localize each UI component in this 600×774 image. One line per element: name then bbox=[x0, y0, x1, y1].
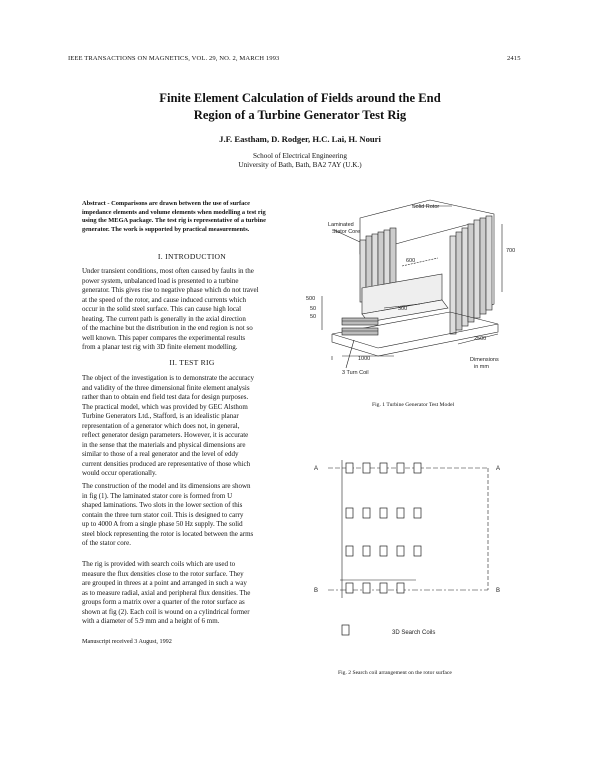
test-rig-paragraph-2 bbox=[82, 482, 302, 549]
search-coil bbox=[397, 508, 404, 518]
legend-coil-symbol bbox=[342, 625, 349, 635]
dim-600: 600 bbox=[406, 258, 416, 264]
affiliation-line-1: School of Electrical Engineering bbox=[252, 152, 347, 160]
section-label-b-right: B bbox=[496, 588, 501, 594]
label-solid-rotor: Solid Rotor bbox=[412, 204, 440, 210]
figure-2-search-coil-arrangement bbox=[306, 420, 526, 660]
label-3-turn-coil: 3 Turn Coil bbox=[342, 370, 369, 376]
label-in-mm: in mm bbox=[474, 364, 489, 370]
abstract-line: using the MEGA package. The test rig is representative of a turbine bbox=[82, 217, 266, 225]
abstract bbox=[82, 200, 302, 234]
section-label-b-left: B bbox=[314, 588, 319, 594]
page-number: 2415 bbox=[507, 55, 521, 62]
footnote: Manuscript received 3 August, 1992 bbox=[82, 638, 172, 645]
label-stator-core: Stator Core bbox=[332, 229, 361, 235]
search-coil bbox=[346, 546, 353, 556]
authors: J.F. Eastham, D. Rodger, H.C. Lai, H. Nouri bbox=[219, 134, 381, 144]
text-line: current densities produced are representative of those which bbox=[82, 459, 251, 468]
text-line: The rig is provided with search coils which are used to bbox=[82, 560, 236, 568]
figure-2-caption: Fig. 2 Search coil arrangement on the rotor surface bbox=[338, 670, 452, 676]
dim-500: 500 bbox=[306, 296, 316, 302]
abstract-line: generator. The work is supported by practical measurements. bbox=[82, 225, 250, 233]
search-coil bbox=[380, 508, 387, 518]
search-coil bbox=[363, 583, 370, 593]
dim-700: 700 bbox=[506, 248, 516, 254]
text-line: shaped laminations. Two slots in the lower section of this bbox=[82, 501, 243, 509]
text-line: up to 4000 A from a single phase 50 Hz supply. The solid bbox=[82, 520, 243, 528]
search-coil bbox=[414, 546, 421, 556]
text-line: heating. The current path is generally in the axial direction bbox=[82, 314, 246, 323]
text-line: and validity of the three dimensional finite element analysis bbox=[82, 383, 250, 392]
text-line: as to measure radial, axial and peripheral flux densities. The bbox=[82, 588, 251, 597]
figure-1-test-model bbox=[302, 196, 522, 386]
text-line: from a planar test rig with 3D finite element modelling. bbox=[82, 343, 238, 351]
dim-50-lower: 50 bbox=[310, 314, 317, 320]
section-heading-introduction: I. INTRODUCTION bbox=[157, 252, 227, 261]
text-line: The object of the investigation is to demonstrate the accuracy bbox=[82, 374, 255, 382]
affiliation bbox=[0, 152, 600, 170]
text-line: in fig (1). The laminated stator core is formed from U bbox=[82, 491, 233, 500]
section-label-a-left: A bbox=[314, 466, 319, 472]
search-coil bbox=[346, 583, 353, 593]
text-line: of the stator core. bbox=[82, 539, 131, 547]
text-line: The construction of the model and its dimensions are shown bbox=[82, 482, 251, 490]
search-coil bbox=[414, 463, 421, 473]
search-coil bbox=[363, 508, 370, 518]
text-line: The practical model, which was provided by GEC Alsthom bbox=[82, 402, 248, 411]
test-rig-paragraph-3 bbox=[82, 560, 302, 627]
affiliation-line-2: University of Bath, Bath, BA2 7AY (U.K.) bbox=[238, 161, 362, 169]
text-line: at the speed of the rotor, and cause induced currents which bbox=[82, 295, 246, 304]
legend-label: 3D Search Coils bbox=[392, 630, 436, 636]
text-line: similar to those of a real generator and the level of eddy bbox=[82, 450, 239, 458]
paper-title bbox=[0, 90, 600, 124]
text-line: of the machine but the distribution in the end region is not so bbox=[82, 324, 253, 332]
abstract-line: impedance elements and volume elements when modelling a test rig bbox=[82, 208, 266, 216]
label-laminated: Laminated bbox=[328, 222, 354, 228]
right-arm-laminations bbox=[450, 216, 492, 334]
text-line: with a diameter of 5.9 mm and a height of 6 mm. bbox=[82, 617, 220, 625]
text-line: rather than to obtain end field test data for design purposes. bbox=[82, 393, 249, 401]
figure-1-caption: Fig. 1 Turbine Generator Test Model bbox=[372, 402, 455, 408]
text-line: occur in the solid steel surface. This can cause high local bbox=[82, 305, 242, 313]
search-coil bbox=[397, 546, 404, 556]
search-coil bbox=[380, 583, 387, 593]
title-line-1: Finite Element Calculation of Fields around the End bbox=[159, 91, 441, 105]
search-coil bbox=[346, 463, 353, 473]
introduction-paragraph bbox=[82, 267, 302, 353]
text-line: well known. This paper compares the experimental results bbox=[82, 333, 246, 342]
section-heading-test-rig: II. TEST RIG bbox=[169, 358, 215, 367]
rotor-surface-outline bbox=[328, 460, 488, 598]
text-line: in the sense that the materials and physical dimensions are bbox=[82, 440, 246, 449]
search-coil bbox=[380, 463, 387, 473]
abstract-line: Abstract - Comparisons are drawn between the use of surface bbox=[82, 200, 250, 207]
text-line: contain the three turn stator coil. This is designed to carry bbox=[82, 510, 244, 519]
dim-300: 300 bbox=[398, 306, 408, 312]
journal-header: IEEE TRANSACTIONS ON MAGNETICS, VOL. 29, NO. 2, MARCH 1993 bbox=[68, 55, 280, 62]
search-coil bbox=[380, 546, 387, 556]
text-line: would occur operationally. bbox=[82, 469, 157, 477]
text-line: generator. This gives rise to negative phase which do not travel bbox=[82, 286, 259, 294]
text-line: reflect generator design parameters. However, it is accurate bbox=[82, 431, 249, 439]
dim-1000: 1000 bbox=[358, 356, 371, 362]
dim-2500: 2500 bbox=[474, 336, 487, 342]
title-line-2: Region of a Turbine Generator Test Rig bbox=[193, 108, 407, 122]
text-line: Turbine Generators Ltd., Stafford, is an idealistic planar bbox=[82, 412, 239, 420]
text-line: power system, unbalanced load is presented to a turbine bbox=[82, 276, 239, 285]
search-coil-matrix bbox=[342, 463, 421, 635]
search-coil bbox=[414, 508, 421, 518]
search-coil bbox=[397, 463, 404, 473]
test-rig-paragraph-1 bbox=[82, 374, 302, 479]
search-coil bbox=[346, 508, 353, 518]
text-line: are grouped in threes at a point and arranged in such a way bbox=[82, 579, 247, 587]
dim-50-upper: 50 bbox=[310, 306, 317, 312]
text-line: Under transient conditions, most often caused by faults in the bbox=[82, 267, 254, 275]
section-label-a-right: A bbox=[496, 466, 501, 472]
text-line: groups form a matrix over a quarter of the rotor surface as bbox=[82, 598, 245, 606]
label-dimensions: Dimensions bbox=[470, 357, 499, 363]
text-line: measure the flux densities close to the rotor surface. They bbox=[82, 569, 244, 578]
search-coil bbox=[397, 583, 404, 593]
text-line: representation of a generator which does not, in general, bbox=[82, 421, 240, 430]
search-coil bbox=[363, 463, 370, 473]
text-line: steel block representing the rotor is located between the arms bbox=[82, 529, 254, 538]
search-coil bbox=[363, 546, 370, 556]
text-line: shown at fig (2). Each coil is wound on a cylindrical former bbox=[82, 607, 250, 616]
